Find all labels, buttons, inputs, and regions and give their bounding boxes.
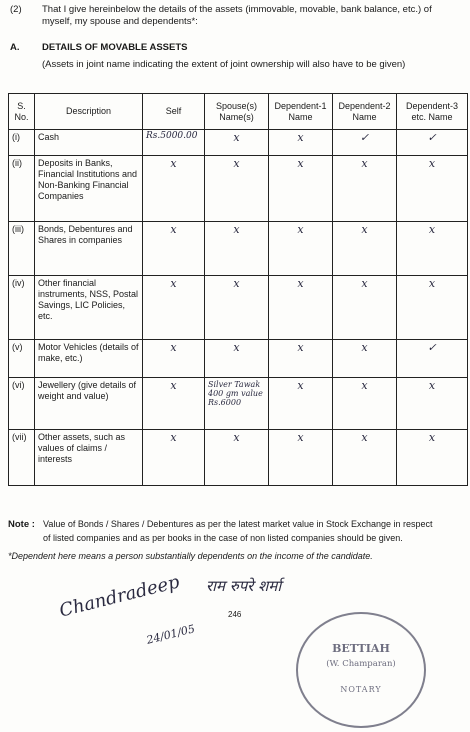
table-row (9, 340, 468, 378)
row-description: Bonds, Debentures and Shares in companies (35, 222, 143, 276)
cell-self: x (143, 156, 205, 222)
left-signature: Chandradeep (57, 571, 182, 622)
page-number: 246 (228, 610, 242, 619)
table-row (9, 378, 468, 430)
col-header-spouse: Spouse(s) Name(s) (205, 94, 269, 130)
note-label: Note : (8, 519, 35, 530)
row-sno: (iv) (9, 276, 35, 340)
row-sno: (vi) (9, 378, 35, 430)
notary-seal (296, 612, 426, 728)
row-description: Jewellery (give details of weight and value) (35, 378, 143, 430)
cell-dependent-3: ✓ (397, 340, 468, 378)
cell-dependent-2: x (333, 430, 397, 486)
row-description: Cash (35, 130, 143, 156)
row-description: Deposits in Banks, Financial Institutions and Non-Banking Financial Companies (35, 156, 143, 222)
col-header-dependent-2: Dependent-2 Name (333, 94, 397, 130)
col-header-self: Self (143, 94, 205, 130)
cell-self: x (143, 430, 205, 486)
table-row (9, 156, 468, 222)
cell-spouse: x (205, 340, 269, 378)
movable-assets-table (8, 93, 468, 486)
cell-dependent-1: x (269, 378, 333, 430)
row-sno: (ii) (9, 156, 35, 222)
intro-line-2: myself, my spouse and dependents*: (42, 16, 198, 27)
cell-dependent-2: x (333, 340, 397, 378)
cell-self: Rs.5000.00 (143, 130, 205, 156)
table-row (9, 276, 468, 340)
cell-dependent-3: x (397, 430, 468, 486)
cell-dependent-3: x (397, 156, 468, 222)
cell-dependent-1: x (269, 430, 333, 486)
cell-spouse: x (205, 430, 269, 486)
right-signature: राम रुपरे शर्मा (206, 577, 282, 595)
cell-dependent-3: x (397, 222, 468, 276)
cell-spouse: x (205, 276, 269, 340)
row-description: Other financial instruments, NSS, Postal Savings, LIC Policies, etc. (35, 276, 143, 340)
cell-spouse: x (205, 130, 269, 156)
note-line-2: of listed companies and as per books in the case of non listed companies should be given. (43, 533, 403, 543)
cell-dependent-1: x (269, 156, 333, 222)
row-sno: (iii) (9, 222, 35, 276)
cell-self: x (143, 222, 205, 276)
cell-spouse: x (205, 156, 269, 222)
stamp-city: BETTIAH (332, 642, 390, 655)
table-header-row (9, 94, 468, 130)
cell-dependent-3: ✓ (397, 130, 468, 156)
cell-dependent-1: x (269, 130, 333, 156)
cell-spouse: x (205, 222, 269, 276)
table-row (9, 130, 468, 156)
cell-dependent-1: x (269, 222, 333, 276)
stamp-role: NOTARY (340, 685, 382, 694)
row-description: Motor Vehicles (details of make, etc.) (35, 340, 143, 378)
cell-dependent-3: x (397, 276, 468, 340)
stamp-district: (W. Champaran) (326, 659, 396, 669)
cell-dependent-1: x (269, 276, 333, 340)
col-header-description: Description (35, 94, 143, 130)
table-row (9, 222, 468, 276)
footnote: *Dependent here means a person substantially dependents on the income of the candidate. (8, 551, 373, 561)
cell-dependent-2: x (333, 276, 397, 340)
left-signature-date: 24/01/05 (145, 622, 197, 647)
cell-self: x (143, 340, 205, 378)
cell-dependent-3: x (397, 378, 468, 430)
note-line-1: Value of Bonds / Shares / Debentures as per the latest market value in Stock Exchange in respect (43, 519, 433, 529)
cell-spouse: Silver Tawak 400 gm value Rs.6000 (205, 378, 269, 430)
row-sno: (vii) (9, 430, 35, 486)
cell-dependent-2: x (333, 378, 397, 430)
row-description: Other assets, such as values of claims / interests (35, 430, 143, 486)
col-header-dependent-1: Dependent-1 Name (269, 94, 333, 130)
section-subtitle: (Assets in joint name indicating the extent of joint ownership will also have to be given) (42, 59, 406, 70)
cell-self: x (143, 378, 205, 430)
cell-dependent-2: x (333, 156, 397, 222)
section-title: DETAILS OF MOVABLE ASSETS (42, 42, 188, 53)
table-row (9, 430, 468, 486)
cell-dependent-2: x (333, 222, 397, 276)
col-header-dependent-3: Dependent-3 etc. Name (397, 94, 468, 130)
item-number: (2) (10, 4, 22, 15)
intro-line-1: That I give hereinbelow the details of the assets (immovable, movable, bank balance, etc.) of (42, 4, 432, 15)
cell-dependent-1: x (269, 340, 333, 378)
row-sno: (v) (9, 340, 35, 378)
cell-dependent-2: ✓ (333, 130, 397, 156)
col-header-sno: S. No. (9, 94, 35, 130)
cell-self: x (143, 276, 205, 340)
row-sno: (i) (9, 130, 35, 156)
section-letter: A. (10, 42, 20, 53)
